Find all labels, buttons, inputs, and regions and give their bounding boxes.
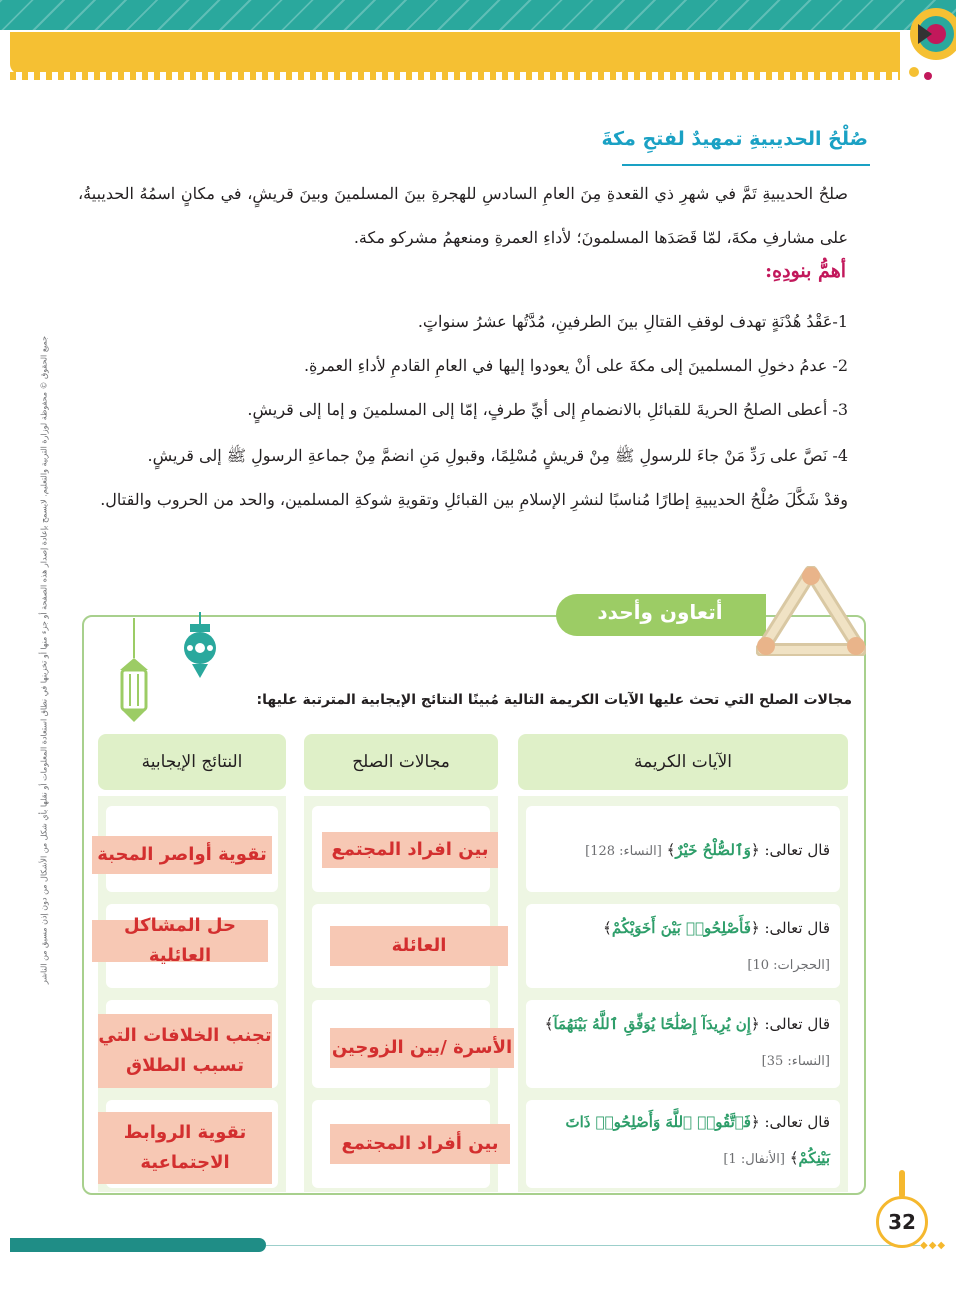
verse-row-4: قال تعالى: ﴿فَٱتَّقُوا۟ ٱللَّهَ وَأَصْلِحُوا۟ ذَاتَ بَيْنِكُمْ﴾ [الأنفال: 1] [565,1113,830,1167]
teamwork-hands-icon [756,566,866,656]
term-item: 1-عَقْدُ هُدْنَةٍ تهدف لوقفِ القتالِ بينَ الطرفينِ، مُدَّتُها عشرُ سنواتٍ. [417,312,848,331]
result-answer: تقوية أواصر المحبة [92,836,272,874]
domain-answer: الأسرة /بين الزوجين [330,1028,514,1068]
footer-bar [10,1238,266,1252]
top-banner-yellow [10,32,900,74]
result-answer: حل المشاكل العائلية [92,920,268,962]
domain-answer: بين افراد المجتمع [322,832,498,868]
copyright-side-note: جميع الحقوق © محفوظة لوزارة التربية والتعليم. لايسمح بإعادة إصدار هذه الصفحة أو جزء منها أو تخزينها في نطاق استعادة المعلومات أو نقلها بأي شكل من الأشكال من دون إذن مسبق من الناشر [39,335,49,985]
verse-row-3: قال تعالى: ﴿إِن يُرِيدَآ إِصْلَٰحًا يُوَفِّقِ ٱللَّهُ بَيْنَهُمَآ﴾ [النساء: 35] [544,1015,830,1069]
section-title: صُلْحُ الحديبيةِ تمهيدٌ لفتحِ مكةَ [601,128,868,150]
intro-paragraph: صلحُ الحديبيةِ تَمَّ في شهرِ ذي القعدةِ مِنَ العامِ السادسِ للهجرةِ بينَ المسلمينَ وبينَ قريشٍ، في مكانٍ اسمُهُ الحديبيةُ، على مشارفِ مكةَ، لمّا قَصَدَها المسلمونَ؛ لأداءِ العمرةِ ومنعهمُ مشركو مكة. [78,184,848,247]
top-banner-wave [10,72,900,80]
domain-answer: بين أفراد المجتمع [330,1124,510,1164]
verse-row-1: قال تعالى: ﴿وَٱلصُّلْحُ خَيْرٌ﴾ [النساء: 128] [585,841,830,859]
activity-label: أتعاون وأحدد [597,600,723,624]
term-item: 2- عدمُ دخولِ المسلمينَ إلى مكةَ على أنْ يعودوا إليها في العامِ القادمِ لأداءِ العمرةِ. [303,356,848,375]
result-answer: تجنب الخلافات التي تسبب الطلاق [98,1014,272,1088]
lantern-icon [114,618,154,728]
page-number-ornament [899,1170,905,1198]
lantern-icon [178,612,222,682]
closing-paragraph: وقدْ شَكَّلَ صُلْحُ الحديبيةِ إطارًا مُناسبًا لنشرِ الإسلامِ بين القبائلِ وتقويةِ شوكةِ المسلمين، والحد من الحروب والقتال. [100,490,848,509]
terms-heading: أهمُّ بنودِهِ: [765,260,846,282]
page-number: 32 [876,1196,928,1248]
header-domains: مجالات الصلح [304,734,498,790]
term-item: 4- نَصَّ على رَدِّ مَنْ جاءَ للرسولِ ﷺ مِنْ قريشٍ مُسْلِمًا، وقبولِ مَنِ انضمَّ مِنْ جماعةِ الرسولِ ﷺ إلى قريشٍ. [147,446,848,465]
top-banner-pattern [0,0,956,30]
title-underline [622,164,870,166]
ornament-logo-icon [896,0,956,84]
footer-dots-icon: ◆◆◆ [920,1240,947,1251]
header-verses: الآيات الكريمة [518,734,848,790]
activity-task: مجالات الصلح التي تحث عليها الآيات الكريمة التالية مُبينًا النتائج الإيجابية المترتبة عليها: [256,692,852,708]
footer-line [266,1245,920,1246]
result-answer: تقوية الروابط الاجتماعية [98,1112,272,1184]
verse-row-2: قال تعالى: ﴿فَأَصْلِحُوا۟ بَيْنَ أَخَوَيْكُمْ﴾ [الحجرات: 10] [603,919,830,973]
term-item: 3- أعطى الصلحُ الحريةَ للقبائلِ بالانضمامِ إلى أيِّ طرفٍ، إمّا إلى المسلمينَ و إما إلى قريشٍ. [247,400,848,419]
domain-answer: العائلة [330,926,508,966]
header-results: النتائج الإيجابية [98,734,286,790]
